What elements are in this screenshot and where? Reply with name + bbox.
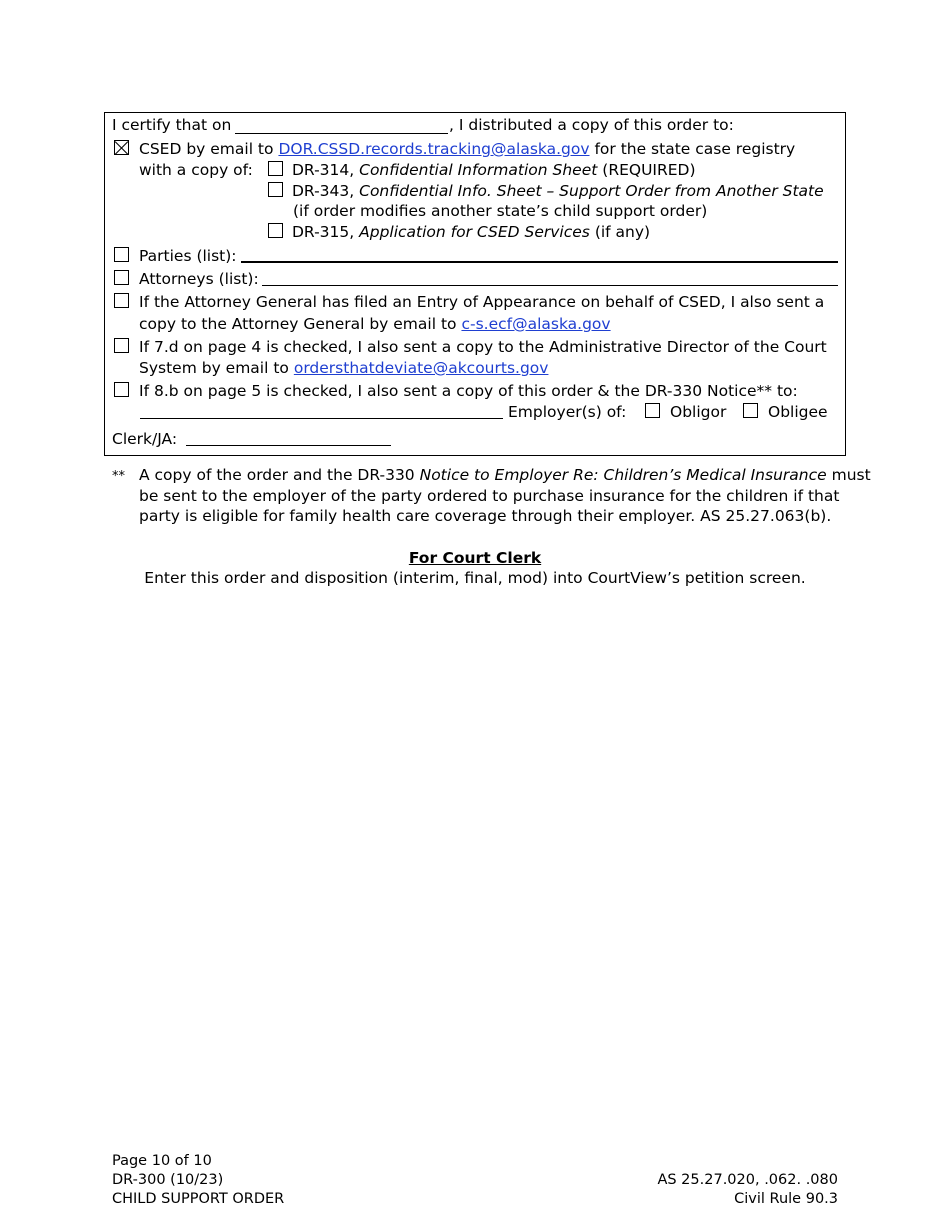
obligee-checkbox[interactable] xyxy=(743,403,758,418)
footnote-line1 xyxy=(139,465,871,485)
court-clerk-title: For Court Clerk xyxy=(408,549,542,567)
dr343-subnote: (if order modifies another state’s child support order) xyxy=(293,202,708,220)
csed-checkbox[interactable] xyxy=(114,140,129,155)
attorneys-checkbox[interactable] xyxy=(114,270,129,285)
dr343-checkbox[interactable] xyxy=(268,182,283,197)
employer-checkbox[interactable] xyxy=(114,382,129,397)
footnote-line1-suffix: must xyxy=(831,466,871,484)
dr343-line xyxy=(292,181,824,201)
dr314-checkbox[interactable] xyxy=(268,161,283,176)
obligor-checkbox[interactable] xyxy=(645,403,660,418)
deviate-email-link[interactable]: ordersthatdeviate@akcourts.gov xyxy=(293,359,549,377)
csed-label-after: for the state case registry xyxy=(594,140,796,158)
attorneys-label: Attorneys (list): xyxy=(139,270,259,288)
dr315-code: DR-315, xyxy=(292,223,355,241)
certify-prefix: I certify that on xyxy=(112,116,232,134)
parties-checkbox[interactable] xyxy=(114,247,129,262)
ag-email-link[interactable]: c-s.ecf@alaska.gov xyxy=(461,315,611,333)
dr314-line xyxy=(292,160,696,180)
footnote-line1-prefix: A copy of the order and the DR-330 xyxy=(139,466,415,484)
attorney-general-checkbox[interactable] xyxy=(114,293,129,308)
with-copy-of-label: with a copy of: xyxy=(139,161,253,179)
employer-line1: If 8.b on page 5 is checked, I also sent a copy of this order & the DR-330 Notice** to: xyxy=(139,382,798,400)
dr315-title: Application for CSED Services xyxy=(359,223,590,241)
parties-label: Parties (list): xyxy=(139,247,237,265)
dr315-checkbox[interactable] xyxy=(268,223,283,238)
court-clerk-instructions: Enter this order and disposition (interim, final, mod) into CourtView’s petition screen. xyxy=(144,569,806,587)
ag-line1: If the Attorney General has filed an Entry of Appearance on behalf of CSED, I also sent a xyxy=(139,293,825,311)
footer-form-title: CHILD SUPPORT ORDER xyxy=(112,1191,285,1207)
csed-line xyxy=(139,139,795,159)
deviate-line2-prefix: System by email to xyxy=(139,359,289,377)
clerk-signature-field[interactable] xyxy=(186,445,391,446)
footer-statute: AS 25.27.020, .062. .080 xyxy=(657,1172,838,1188)
obligor-label: Obligor xyxy=(670,403,727,421)
deviate-line1: If 7.d on page 4 is checked, I also sent a copy to the Administrative Director of the Court xyxy=(139,338,827,356)
dr315-note: (if any) xyxy=(594,223,651,241)
deviate-line2 xyxy=(139,358,548,378)
footer-civil-rule: Civil Rule 90.3 xyxy=(734,1191,838,1207)
csed-email-link[interactable]: DOR.CSSD.records.tracking@alaska.gov xyxy=(278,140,590,158)
dr314-title: Confidential Information Sheet xyxy=(359,161,598,179)
dr314-note: (REQUIRED) xyxy=(602,161,696,179)
footnote-line2: be sent to the employer of the party ordered to purchase insurance for the children if that xyxy=(139,487,840,505)
footer-form-number: DR-300 (10/23) xyxy=(112,1172,224,1188)
footer-page-number: Page 10 of 10 xyxy=(112,1153,212,1169)
dr314-code: DR-314, xyxy=(292,161,355,179)
footnote-notice-title: Notice to Employer Re: Children’s Medical Insurance xyxy=(419,466,827,484)
ag-line2-prefix: copy to the Attorney General by email to xyxy=(139,315,457,333)
certify-date-field[interactable] xyxy=(235,133,448,134)
parties-list-field[interactable] xyxy=(241,261,838,263)
dr343-title: Confidential Info. Sheet – Support Order from Another State xyxy=(359,182,824,200)
footnote-marker: ** xyxy=(112,469,125,484)
attorneys-list-field[interactable] xyxy=(262,285,838,286)
dr343-code: DR-343, xyxy=(292,182,355,200)
footnote-line3: party is eligible for family health care coverage through their employer. AS 25.27.063(b). xyxy=(139,507,832,525)
csed-label-before: CSED by email to xyxy=(139,140,274,158)
deviate-checkbox[interactable] xyxy=(114,338,129,353)
employers-of-label: Employer(s) of: xyxy=(508,403,627,421)
clerk-label: Clerk/JA: xyxy=(112,430,178,448)
obligee-label: Obligee xyxy=(768,403,828,421)
dr315-line xyxy=(292,222,650,242)
employer-name-field[interactable] xyxy=(140,418,503,419)
ag-line2 xyxy=(139,314,611,334)
certify-suffix: , I distributed a copy of this order to: xyxy=(449,116,734,134)
